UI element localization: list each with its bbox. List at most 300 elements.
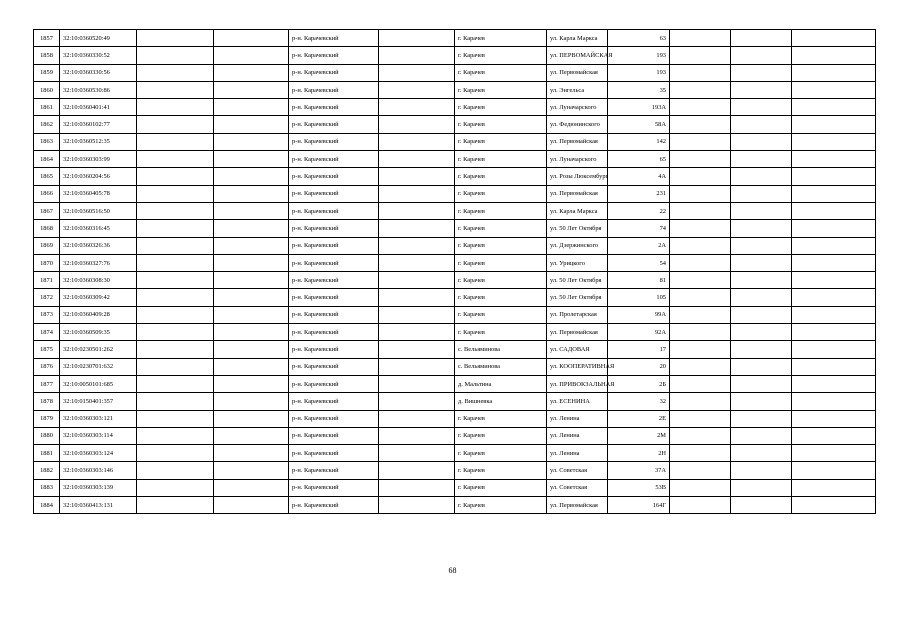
- cadastral-number-cell: 32:10:0360509:35: [60, 324, 137, 341]
- district-cell: р-н. Карачевский: [289, 462, 379, 479]
- settlement-cell: д. Мальтина: [455, 375, 547, 392]
- cadastral-number-cell: 32:10:0360102:77: [60, 116, 137, 133]
- street-cell: ул. Первомайская: [547, 497, 608, 514]
- property-register-table: [33, 29, 876, 514]
- empty-cell: [137, 479, 214, 496]
- empty-cell: [379, 479, 455, 496]
- empty-cell: [137, 462, 214, 479]
- district-cell: р-н. Карачевский: [289, 306, 379, 323]
- house-number-cell: 92А: [608, 324, 670, 341]
- empty-cell: [379, 81, 455, 98]
- table-row: [34, 47, 876, 64]
- settlement-cell: г. Карачев: [455, 237, 547, 254]
- row-number-cell: 1863: [34, 133, 60, 150]
- empty-cell: [379, 168, 455, 185]
- table-row: [34, 393, 876, 410]
- empty-cell: [670, 272, 731, 289]
- empty-cell: [792, 306, 876, 323]
- empty-cell: [670, 306, 731, 323]
- house-number-cell: 35: [608, 81, 670, 98]
- district-cell: р-н. Карачевский: [289, 151, 379, 168]
- street-cell: ул. Первомайская: [547, 324, 608, 341]
- house-number-cell: 99А: [608, 306, 670, 323]
- empty-cell: [137, 220, 214, 237]
- row-number-cell: 1874: [34, 324, 60, 341]
- empty-cell: [137, 341, 214, 358]
- house-number-cell: 81: [608, 272, 670, 289]
- settlement-cell: с. Вельяминова: [455, 341, 547, 358]
- empty-cell: [137, 64, 214, 81]
- empty-cell: [214, 272, 289, 289]
- settlement-cell: г. Карачев: [455, 151, 547, 168]
- empty-cell: [214, 202, 289, 219]
- street-cell: ул. Урицкого: [547, 254, 608, 271]
- house-number-cell: 63: [608, 30, 670, 47]
- empty-cell: [792, 289, 876, 306]
- row-number-cell: 1873: [34, 306, 60, 323]
- district-cell: р-н. Карачевский: [289, 202, 379, 219]
- empty-cell: [731, 306, 792, 323]
- cadastral-number-cell: 32:10:0360204:56: [60, 168, 137, 185]
- empty-cell: [214, 99, 289, 116]
- table-row: [34, 427, 876, 444]
- empty-cell: [379, 375, 455, 392]
- empty-cell: [214, 237, 289, 254]
- empty-cell: [137, 185, 214, 202]
- empty-cell: [792, 168, 876, 185]
- empty-cell: [379, 462, 455, 479]
- empty-cell: [137, 47, 214, 64]
- empty-cell: [731, 151, 792, 168]
- empty-cell: [731, 220, 792, 237]
- district-cell: р-н. Карачевский: [289, 324, 379, 341]
- settlement-cell: г. Карачев: [455, 202, 547, 219]
- settlement-cell: г. Карачев: [455, 81, 547, 98]
- empty-cell: [670, 410, 731, 427]
- empty-cell: [379, 202, 455, 219]
- empty-cell: [214, 393, 289, 410]
- empty-cell: [137, 99, 214, 116]
- table-row: [34, 202, 876, 219]
- district-cell: р-н. Карачевский: [289, 393, 379, 410]
- street-cell: ул. Федюнинского: [547, 116, 608, 133]
- empty-cell: [731, 185, 792, 202]
- empty-cell: [731, 445, 792, 462]
- cadastral-number-cell: 32:10:0360520:49: [60, 30, 137, 47]
- street-cell: ул. Луначарского: [547, 99, 608, 116]
- empty-cell: [792, 151, 876, 168]
- house-number-cell: 53В: [608, 479, 670, 496]
- table-row: [34, 237, 876, 254]
- empty-cell: [137, 151, 214, 168]
- empty-cell: [670, 168, 731, 185]
- street-cell: ул. Пролетарская: [547, 306, 608, 323]
- empty-cell: [379, 47, 455, 64]
- table-row: [34, 289, 876, 306]
- settlement-cell: г. Карачев: [455, 220, 547, 237]
- empty-cell: [792, 254, 876, 271]
- table-row: [34, 306, 876, 323]
- table-row: [34, 99, 876, 116]
- settlement-cell: г. Карачев: [455, 30, 547, 47]
- empty-cell: [731, 99, 792, 116]
- empty-cell: [670, 479, 731, 496]
- street-cell: ул. КООПЕРАТИВНАЯ: [547, 358, 608, 375]
- table-row: [34, 64, 876, 81]
- empty-cell: [792, 497, 876, 514]
- house-number-cell: 231: [608, 185, 670, 202]
- empty-cell: [792, 375, 876, 392]
- empty-cell: [137, 133, 214, 150]
- cadastral-number-cell: 32:10:0360308:30: [60, 272, 137, 289]
- empty-cell: [670, 358, 731, 375]
- cadastral-number-cell: 32:10:0360409:28: [60, 306, 137, 323]
- row-number-cell: 1868: [34, 220, 60, 237]
- row-number-cell: 1877: [34, 375, 60, 392]
- settlement-cell: г. Карачев: [455, 64, 547, 81]
- empty-cell: [670, 133, 731, 150]
- row-number-cell: 1883: [34, 479, 60, 496]
- row-number-cell: 1867: [34, 202, 60, 219]
- table-row: [34, 220, 876, 237]
- empty-cell: [214, 462, 289, 479]
- district-cell: р-н. Карачевский: [289, 289, 379, 306]
- row-number-cell: 1871: [34, 272, 60, 289]
- settlement-cell: г. Карачев: [455, 168, 547, 185]
- cadastral-number-cell: 32:10:0150401:357: [60, 393, 137, 410]
- empty-cell: [792, 324, 876, 341]
- table-row: [34, 462, 876, 479]
- empty-cell: [214, 375, 289, 392]
- empty-cell: [731, 133, 792, 150]
- empty-cell: [137, 393, 214, 410]
- empty-cell: [379, 254, 455, 271]
- row-number-cell: 1882: [34, 462, 60, 479]
- settlement-cell: г. Карачев: [455, 306, 547, 323]
- house-number-cell: 65: [608, 151, 670, 168]
- empty-cell: [137, 306, 214, 323]
- empty-cell: [670, 64, 731, 81]
- empty-cell: [670, 462, 731, 479]
- street-cell: ул. Энгельса: [547, 81, 608, 98]
- empty-cell: [670, 341, 731, 358]
- cadastral-number-cell: 32:10:0360530:86: [60, 81, 137, 98]
- settlement-cell: г. Карачев: [455, 99, 547, 116]
- row-number-cell: 1879: [34, 410, 60, 427]
- row-number-cell: 1869: [34, 237, 60, 254]
- row-number-cell: 1864: [34, 151, 60, 168]
- district-cell: р-н. Карачевский: [289, 410, 379, 427]
- row-number-cell: 1876: [34, 358, 60, 375]
- table-row: [34, 151, 876, 168]
- house-number-cell: 2М: [608, 427, 670, 444]
- settlement-cell: г. Карачев: [455, 272, 547, 289]
- cadastral-number-cell: 32:10:0360303:121: [60, 410, 137, 427]
- table-row: [34, 116, 876, 133]
- cadastral-number-cell: 32:10:0360327:76: [60, 254, 137, 271]
- settlement-cell: г. Карачев: [455, 445, 547, 462]
- empty-cell: [731, 30, 792, 47]
- empty-cell: [137, 358, 214, 375]
- table-row: [34, 272, 876, 289]
- house-number-cell: 17: [608, 341, 670, 358]
- empty-cell: [731, 116, 792, 133]
- row-number-cell: 1862: [34, 116, 60, 133]
- row-number-cell: 1875: [34, 341, 60, 358]
- street-cell: ул. Советская: [547, 479, 608, 496]
- empty-cell: [792, 237, 876, 254]
- empty-cell: [792, 116, 876, 133]
- empty-cell: [731, 497, 792, 514]
- empty-cell: [137, 202, 214, 219]
- row-number-cell: 1865: [34, 168, 60, 185]
- cadastral-number-cell: 32:10:0360401:41: [60, 99, 137, 116]
- street-cell: ул. ПЕРВОМАЙСКАЯ: [547, 47, 608, 64]
- table-row: [34, 375, 876, 392]
- empty-cell: [670, 99, 731, 116]
- district-cell: р-н. Карачевский: [289, 116, 379, 133]
- table-row: [34, 497, 876, 514]
- settlement-cell: г. Карачев: [455, 185, 547, 202]
- empty-cell: [379, 133, 455, 150]
- street-cell: ул. 50 Лет Октября: [547, 289, 608, 306]
- district-cell: р-н. Карачевский: [289, 99, 379, 116]
- district-cell: р-н. Карачевский: [289, 254, 379, 271]
- district-cell: р-н. Карачевский: [289, 64, 379, 81]
- empty-cell: [137, 81, 214, 98]
- empty-cell: [379, 358, 455, 375]
- empty-cell: [792, 341, 876, 358]
- empty-cell: [379, 64, 455, 81]
- empty-cell: [379, 237, 455, 254]
- row-number-cell: 1870: [34, 254, 60, 271]
- house-number-cell: 164Г: [608, 497, 670, 514]
- empty-cell: [137, 116, 214, 133]
- empty-cell: [137, 410, 214, 427]
- empty-cell: [214, 479, 289, 496]
- house-number-cell: 32: [608, 393, 670, 410]
- street-cell: ул. Карла Маркса: [547, 30, 608, 47]
- district-cell: р-н. Карачевский: [289, 133, 379, 150]
- empty-cell: [792, 410, 876, 427]
- empty-cell: [379, 30, 455, 47]
- empty-cell: [379, 185, 455, 202]
- empty-cell: [214, 151, 289, 168]
- empty-cell: [731, 289, 792, 306]
- empty-cell: [214, 324, 289, 341]
- empty-cell: [792, 99, 876, 116]
- table-row: [34, 324, 876, 341]
- settlement-cell: г. Карачев: [455, 462, 547, 479]
- street-cell: ул. 50 Лет Октября: [547, 272, 608, 289]
- empty-cell: [137, 427, 214, 444]
- empty-cell: [379, 272, 455, 289]
- house-number-cell: 2Б: [608, 375, 670, 392]
- empty-cell: [731, 427, 792, 444]
- empty-cell: [792, 81, 876, 98]
- empty-cell: [731, 324, 792, 341]
- empty-cell: [792, 185, 876, 202]
- settlement-cell: г. Карачев: [455, 116, 547, 133]
- empty-cell: [670, 254, 731, 271]
- empty-cell: [670, 375, 731, 392]
- cadastral-number-cell: 32:10:0360316:45: [60, 220, 137, 237]
- empty-cell: [792, 427, 876, 444]
- settlement-cell: с. Вельяминова: [455, 358, 547, 375]
- empty-cell: [792, 202, 876, 219]
- empty-cell: [731, 47, 792, 64]
- empty-cell: [137, 272, 214, 289]
- row-number-cell: 1881: [34, 445, 60, 462]
- house-number-cell: 37А: [608, 462, 670, 479]
- house-number-cell: 2Н: [608, 445, 670, 462]
- table-row: [34, 30, 876, 47]
- table-row: [34, 341, 876, 358]
- empty-cell: [137, 324, 214, 341]
- street-cell: ул. Луначарского: [547, 151, 608, 168]
- district-cell: р-н. Карачевский: [289, 220, 379, 237]
- empty-cell: [379, 497, 455, 514]
- empty-cell: [670, 289, 731, 306]
- table-row: [34, 358, 876, 375]
- empty-cell: [137, 30, 214, 47]
- house-number-cell: 22: [608, 202, 670, 219]
- empty-cell: [670, 445, 731, 462]
- empty-cell: [137, 254, 214, 271]
- empty-cell: [670, 151, 731, 168]
- empty-cell: [214, 64, 289, 81]
- settlement-cell: г. Карачев: [455, 254, 547, 271]
- empty-cell: [379, 289, 455, 306]
- empty-cell: [379, 220, 455, 237]
- house-number-cell: 193А: [608, 99, 670, 116]
- district-cell: р-н. Карачевский: [289, 47, 379, 64]
- empty-cell: [379, 410, 455, 427]
- district-cell: р-н. Карачевский: [289, 427, 379, 444]
- empty-cell: [670, 116, 731, 133]
- district-cell: р-н. Карачевский: [289, 445, 379, 462]
- district-cell: р-н. Карачевский: [289, 497, 379, 514]
- empty-cell: [214, 306, 289, 323]
- empty-cell: [379, 445, 455, 462]
- cadastral-number-cell: 32:10:0360413:131: [60, 497, 137, 514]
- district-cell: р-н. Карачевский: [289, 358, 379, 375]
- street-cell: ул. Ленина: [547, 427, 608, 444]
- cadastral-number-cell: 32:10:0360405:78: [60, 185, 137, 202]
- empty-cell: [731, 81, 792, 98]
- empty-cell: [214, 168, 289, 185]
- empty-cell: [379, 427, 455, 444]
- empty-cell: [214, 254, 289, 271]
- empty-cell: [792, 220, 876, 237]
- empty-cell: [214, 410, 289, 427]
- street-cell: ул. Первомайская: [547, 185, 608, 202]
- house-number-cell: 20: [608, 358, 670, 375]
- row-number-cell: 1878: [34, 393, 60, 410]
- cadastral-number-cell: 32:10:0360303:139: [60, 479, 137, 496]
- district-cell: р-н. Карачевский: [289, 272, 379, 289]
- empty-cell: [731, 393, 792, 410]
- empty-cell: [731, 237, 792, 254]
- settlement-cell: г. Карачев: [455, 427, 547, 444]
- empty-cell: [379, 393, 455, 410]
- district-cell: р-н. Карачевский: [289, 237, 379, 254]
- cadastral-number-cell: 32:10:0360303:124: [60, 445, 137, 462]
- district-cell: р-н. Карачевский: [289, 341, 379, 358]
- empty-cell: [792, 462, 876, 479]
- empty-cell: [214, 220, 289, 237]
- cadastral-number-cell: 32:10:0230701:632: [60, 358, 137, 375]
- empty-cell: [731, 410, 792, 427]
- district-cell: р-н. Карачевский: [289, 375, 379, 392]
- empty-cell: [731, 375, 792, 392]
- empty-cell: [379, 99, 455, 116]
- settlement-cell: г. Карачев: [455, 410, 547, 427]
- street-cell: ул. ПРИВОКЗАЛЬНАЯ: [547, 375, 608, 392]
- house-number-cell: 193: [608, 64, 670, 81]
- empty-cell: [731, 358, 792, 375]
- empty-cell: [670, 30, 731, 47]
- empty-cell: [137, 445, 214, 462]
- settlement-cell: г. Карачев: [455, 497, 547, 514]
- settlement-cell: д. Вишневка: [455, 393, 547, 410]
- empty-cell: [379, 341, 455, 358]
- empty-cell: [792, 445, 876, 462]
- row-number-cell: 1858: [34, 47, 60, 64]
- empty-cell: [670, 47, 731, 64]
- empty-cell: [214, 116, 289, 133]
- street-cell: ул. Ленина: [547, 445, 608, 462]
- district-cell: р-н. Карачевский: [289, 168, 379, 185]
- empty-cell: [214, 445, 289, 462]
- row-number-cell: 1861: [34, 99, 60, 116]
- empty-cell: [792, 479, 876, 496]
- settlement-cell: г. Карачев: [455, 47, 547, 64]
- empty-cell: [792, 47, 876, 64]
- district-cell: р-н. Карачевский: [289, 185, 379, 202]
- settlement-cell: г. Карачев: [455, 324, 547, 341]
- empty-cell: [214, 81, 289, 98]
- settlement-cell: г. Карачев: [455, 289, 547, 306]
- empty-cell: [214, 341, 289, 358]
- cadastral-number-cell: 32:10:0360330:56: [60, 64, 137, 81]
- empty-cell: [214, 358, 289, 375]
- empty-cell: [792, 358, 876, 375]
- district-cell: р-н. Карачевский: [289, 479, 379, 496]
- empty-cell: [792, 393, 876, 410]
- district-cell: р-н. Карачевский: [289, 81, 379, 98]
- street-cell: ул. САДОВАЯ: [547, 341, 608, 358]
- cadastral-number-cell: 32:10:0360330:52: [60, 47, 137, 64]
- street-cell: ул. Розы Люксембург: [547, 168, 608, 185]
- empty-cell: [379, 324, 455, 341]
- empty-cell: [731, 64, 792, 81]
- empty-cell: [731, 254, 792, 271]
- row-number-cell: 1884: [34, 497, 60, 514]
- empty-cell: [137, 168, 214, 185]
- empty-cell: [670, 185, 731, 202]
- cadastral-number-cell: 32:10:0360309:42: [60, 289, 137, 306]
- house-number-cell: 54: [608, 254, 670, 271]
- table-row: [34, 185, 876, 202]
- empty-cell: [731, 272, 792, 289]
- table-row: [34, 445, 876, 462]
- house-number-cell: 2Е: [608, 410, 670, 427]
- cadastral-number-cell: 32:10:0230501:262: [60, 341, 137, 358]
- street-cell: ул. Советская: [547, 462, 608, 479]
- street-cell: ул. Дзержинского: [547, 237, 608, 254]
- empty-cell: [137, 375, 214, 392]
